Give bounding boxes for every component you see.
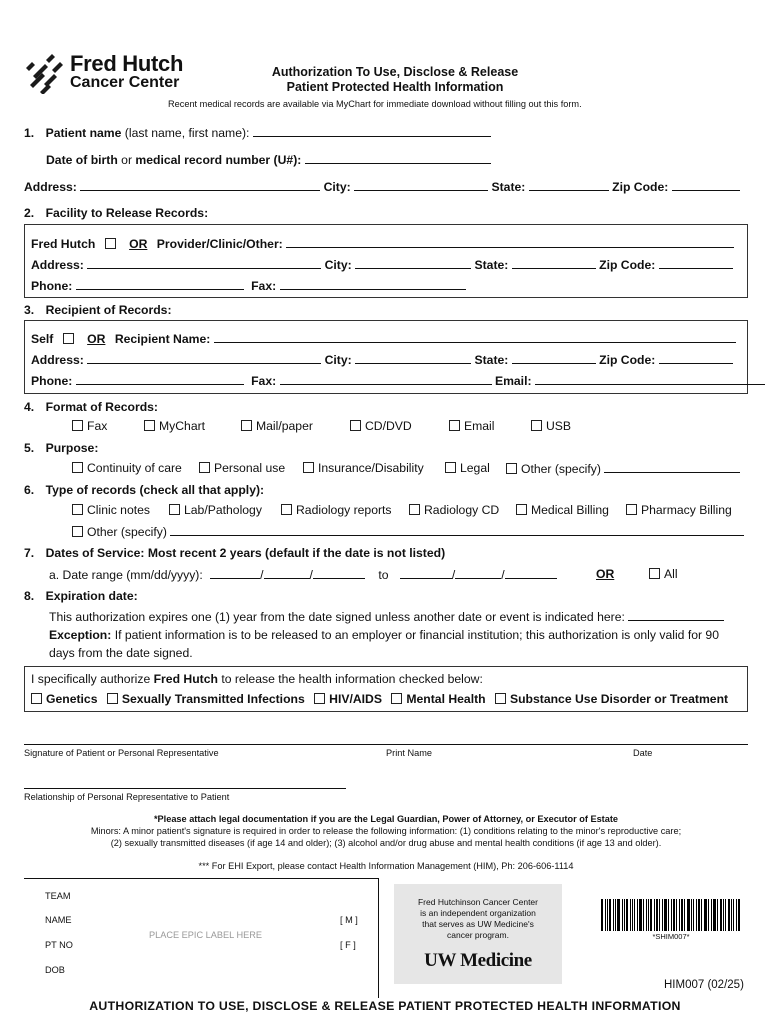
form-id: HIM007 (02/25) [664, 979, 744, 991]
recipient-zip-label: Zip Code: [599, 353, 656, 367]
recipient-city-label: City: [324, 353, 352, 367]
ehi-note: *** For EHI Export, please contact Health Information Management (HIM), Ph: 206-606-1114 [198, 861, 574, 871]
type-lab-checkbox[interactable] [169, 504, 180, 515]
barcode-bar [725, 899, 726, 931]
uw-text-2: is an independent organization [420, 908, 536, 918]
patient-state-label: State: [491, 180, 526, 194]
barcode-bar [648, 899, 649, 931]
print-name-label: Print Name [386, 748, 432, 758]
expiration-text: This authorization expires one (1) year from the date signed unless another date or event is indicated here: [49, 610, 625, 624]
barcode-bar [696, 899, 697, 931]
type-other-field[interactable] [170, 524, 744, 536]
to-day-field[interactable] [455, 567, 501, 579]
barcode-bar [679, 899, 680, 931]
purpose-legal-label: Legal [460, 461, 490, 475]
barcode-bar [723, 899, 724, 931]
barcode-bar [668, 899, 669, 931]
barcode-bar [609, 899, 611, 931]
recipient-email-field[interactable] [535, 373, 765, 385]
barcode-bar [613, 899, 614, 931]
fred-hutch-checkbox[interactable] [105, 238, 116, 249]
barcode-bar [673, 899, 675, 931]
s2-title: Facility to Release Records: [45, 206, 209, 220]
from-slash-2: / [309, 568, 313, 582]
epic-label-placeholder: PLACE EPIC LABEL HERE [149, 930, 263, 940]
facility-state-field[interactable] [512, 257, 596, 269]
s5-title: Purpose: [45, 441, 99, 455]
uw-text-4: cancer program. [447, 930, 509, 940]
self-checkbox[interactable] [63, 333, 74, 344]
logo-line2: Cancer Center [70, 74, 180, 91]
type-clinic-label: Clinic notes [87, 503, 150, 517]
s8-number: 8. [24, 589, 35, 603]
type-pharmacy-billing-checkbox[interactable] [626, 504, 637, 515]
signature-label: Signature of Patient or Personal Representative [24, 748, 219, 758]
format-fax[interactable] [72, 419, 107, 433]
barcode-bar [708, 899, 709, 931]
type-radiology-cd-checkbox[interactable] [409, 504, 420, 515]
patient-zip-label: Zip Code: [612, 180, 669, 194]
facility-address-field[interactable] [87, 257, 321, 269]
s4-number: 4. [24, 400, 35, 414]
uw-medicine-logo: UW Medicine [424, 950, 532, 971]
dob-label: Date of birth [46, 153, 118, 167]
format-email-label: Email [464, 419, 495, 433]
s3-or: OR [87, 332, 106, 346]
exception-text-1: If patient information is to be released to an employer or financial institution; this authorization is only valid for 90 [111, 628, 719, 642]
barcode-bar [738, 899, 740, 931]
type-medical-billing-checkbox[interactable] [516, 504, 527, 515]
patient-address-field[interactable] [80, 179, 320, 191]
recipient-city-field[interactable] [355, 352, 471, 364]
barcode-bar [659, 899, 660, 931]
purpose-personal-checkbox[interactable] [199, 462, 210, 473]
facility-zip-field[interactable] [659, 257, 733, 269]
genetics-checkbox[interactable] [31, 693, 42, 704]
format-cd-label: CD/DVD [365, 419, 412, 433]
minors-note-1: Minors: A minor patient's signature is required in order to release the following information: (1) conditions relating to the minor's reproductive care; [90, 826, 682, 836]
name-label: NAME [45, 915, 72, 925]
uw-text-1: Fred Hutchinson Cancer Center [417, 897, 538, 907]
format-mychart[interactable] [144, 419, 205, 433]
s3-title: Recipient of Records: [45, 303, 172, 317]
s6-number: 6. [24, 483, 35, 497]
patient-state-field[interactable] [529, 179, 609, 191]
minors-note-2: (2) sexually transmitted diseases (if age 14 and older); (3) alcohol and/or drug abuse and mental health conditions (if age 13 and older). [110, 838, 662, 848]
barcode-bar [711, 899, 712, 931]
barcode-bar [637, 899, 639, 931]
barcode-bar [671, 899, 672, 931]
form-title-line1: Authorization To Use, Disclose & Release [271, 65, 519, 79]
barcode-bar [681, 899, 683, 931]
purpose-legal-checkbox[interactable] [445, 462, 456, 473]
recipient-address-field[interactable] [87, 352, 321, 364]
dob-or: or [117, 153, 136, 167]
barcode-bar [701, 899, 702, 931]
purpose-insurance-label: Insurance/Disability [318, 461, 424, 475]
recipient-fax-label: Fax: [251, 374, 277, 388]
facility-phone-field[interactable] [76, 278, 244, 290]
format-mychart-checkbox[interactable] [144, 420, 155, 431]
format-usb-checkbox[interactable] [531, 420, 542, 431]
s2-number: 2. [24, 206, 35, 220]
hiv-checkbox[interactable] [314, 693, 325, 704]
recipient-phone-label: Phone: [31, 374, 73, 388]
barcode-bar [632, 899, 633, 931]
provider-field[interactable] [286, 236, 734, 248]
s6-title: Type of records (check all that apply): [45, 483, 265, 497]
footer-title: AUTHORIZATION TO USE, DISCLOSE & RELEASE PATIENT PROTECTED HEALTH INFORMATION [89, 999, 681, 1013]
date-range-label: a. Date range (mm/dd/yyyy): [49, 568, 203, 582]
barcode-bar [646, 899, 647, 931]
patient-city-field[interactable] [354, 179, 488, 191]
exception-text-2: days from the date signed. [49, 646, 193, 660]
from-year-field[interactable] [313, 567, 365, 579]
facility-city-field[interactable] [355, 257, 471, 269]
facility-state-label: State: [474, 258, 509, 272]
genetics-label: Genetics [46, 692, 98, 706]
type-pharmacy-billing-label: Pharmacy Billing [641, 503, 732, 517]
s2-or: OR [129, 237, 148, 251]
s4-title: Format of Records: [45, 400, 158, 414]
barcode-bar [639, 899, 642, 931]
exception-label: Exception: [49, 628, 112, 642]
format-email[interactable] [449, 419, 494, 433]
facility-fax-label: Fax: [251, 279, 277, 293]
signature-line[interactable] [24, 744, 748, 745]
s3-number: 3. [24, 303, 35, 317]
sti-checkbox[interactable] [107, 693, 118, 704]
barcode-bar [717, 899, 718, 931]
patient-zip-field[interactable] [672, 179, 740, 191]
barcode-bar [664, 899, 667, 931]
mental-health-checkbox[interactable] [391, 693, 402, 704]
dates-all-checkbox[interactable] [649, 568, 660, 579]
recipient-state-field[interactable] [512, 352, 596, 364]
patient-name-hint: (last name, first name): [121, 126, 250, 140]
mrn-label: medical record number (U#): [135, 153, 302, 167]
specific-pre: I specifically authorize [31, 672, 154, 686]
recipient-name-label: Recipient Name: [114, 332, 211, 346]
barcode-bar [643, 899, 644, 931]
format-mail-label: Mail/paper [256, 419, 313, 433]
barcode-bar [656, 899, 658, 931]
patient-name-field[interactable] [253, 125, 491, 137]
type-radiology-reports-label: Radiology reports [296, 503, 392, 517]
date-to-label: to [378, 568, 389, 582]
format-usb-label: USB [546, 419, 572, 433]
female-label: [ F ] [340, 940, 356, 950]
barcode-bar [691, 899, 692, 931]
s5-number: 5. [24, 441, 35, 455]
barcode-bar [601, 899, 603, 931]
recipient-phone-field[interactable] [76, 373, 244, 385]
format-mail[interactable] [241, 419, 313, 433]
barcode-bar [704, 899, 705, 931]
barcode-bar [731, 899, 732, 931]
type-other-label: Other (specify) [87, 525, 167, 539]
recipient-zip-field[interactable] [659, 352, 733, 364]
facility-phone-label: Phone: [31, 279, 73, 293]
type-clinic-checkbox[interactable] [72, 504, 83, 515]
barcode-bar [624, 899, 625, 931]
fred-hutch-label: Fred Hutch [31, 237, 96, 251]
substance-use-checkbox[interactable] [495, 693, 506, 704]
from-month-field[interactable] [210, 567, 260, 579]
logo [24, 52, 194, 96]
barcode [601, 899, 741, 933]
format-email-checkbox[interactable] [449, 420, 460, 431]
hiv-label: HIV/AIDS [329, 692, 382, 706]
patient-name-label: Patient name [45, 126, 122, 140]
logo-line1: Fred Hutch [70, 51, 184, 76]
format-mail-checkbox[interactable] [241, 420, 252, 431]
barcode-bar [626, 899, 628, 931]
team-label: TEAM [45, 891, 71, 901]
barcode-bar [736, 899, 737, 931]
to-slash-1: / [451, 568, 456, 582]
purpose-continuity-label: Continuity of care [87, 461, 182, 475]
dob-mrn-field[interactable] [305, 152, 491, 164]
purpose-other-field[interactable] [604, 461, 740, 473]
date-label: Date [633, 748, 653, 758]
recipient-state-label: State: [474, 353, 509, 367]
barcode-text: *SHIM007* [652, 932, 690, 941]
recipient-address-label: Address: [31, 353, 84, 367]
barcode-bar [705, 899, 707, 931]
patient-address-label: Address: [24, 180, 77, 194]
barcode-bar [720, 899, 722, 931]
barcode-bar [650, 899, 652, 931]
format-mychart-label: MyChart [159, 419, 206, 433]
recipient-name-field[interactable] [214, 331, 736, 343]
s8-title: Expiration date: [45, 589, 138, 603]
label-area-right-border [378, 878, 379, 998]
facility-address-label: Address: [31, 258, 84, 272]
barcode-bar [728, 899, 730, 931]
barcode-bar [654, 899, 655, 931]
mychart-note: Recent medical records are available via MyChart for immediate download without filling out this form. [168, 99, 582, 109]
dob-box-label: DOB [45, 965, 65, 975]
barcode-bar [607, 899, 608, 931]
recipient-fax-field[interactable] [280, 373, 492, 385]
s7-or: OR [596, 567, 615, 581]
barcode-bar [733, 899, 734, 931]
type-radiology-reports-checkbox[interactable] [281, 504, 292, 515]
from-day-field[interactable] [264, 567, 310, 579]
purpose-personal-label: Personal use [214, 461, 286, 475]
type-lab-label: Lab/Pathology [184, 503, 262, 517]
relationship-line[interactable] [24, 788, 346, 789]
purpose-other-label: Other (specify) [521, 462, 601, 476]
specific-org: Fred Hutch [153, 672, 218, 686]
purpose-continuity-checkbox[interactable] [72, 462, 83, 473]
attach-note: *Please attach legal documentation if you are the Legal Guardian, Power of Attorney, or Executor of Estate [153, 814, 619, 824]
barcode-bar [615, 899, 616, 931]
sti-label: Sexually Transmitted Infections [121, 692, 305, 706]
specific-post: to release the health information checked below: [217, 672, 483, 686]
facility-city-label: City: [324, 258, 352, 272]
mental-health-label: Mental Health [406, 692, 486, 706]
to-month-field[interactable] [400, 567, 452, 579]
to-slash-2: / [501, 568, 505, 582]
barcode-bar [684, 899, 685, 931]
type-other-checkbox[interactable] [72, 526, 83, 537]
format-fax-label: Fax [87, 419, 108, 433]
type-medical-billing-label: Medical Billing [531, 503, 609, 517]
from-slash-1: / [260, 568, 264, 582]
recipient-email-label: Email: [494, 374, 532, 388]
purpose-insurance-checkbox[interactable] [303, 462, 314, 473]
dates-all-label: All [664, 567, 678, 581]
expiration-field[interactable] [628, 609, 724, 621]
barcode-bar [693, 899, 694, 931]
format-fax-checkbox[interactable] [72, 420, 83, 431]
s7-number: 7. [24, 546, 35, 560]
format-usb[interactable] [531, 419, 571, 433]
format-cd-checkbox[interactable] [350, 420, 361, 431]
purpose-other-checkbox[interactable] [506, 463, 517, 474]
format-cd[interactable] [350, 419, 412, 433]
self-label: Self [31, 332, 54, 346]
barcode-bar [713, 899, 716, 931]
relationship-label: Relationship of Personal Representative to Patient [24, 792, 230, 802]
s1-number: 1. [24, 126, 35, 140]
provider-label: Provider/Clinic/Other: [156, 237, 283, 251]
barcode-bar [605, 899, 606, 931]
barcode-bar [630, 899, 631, 931]
s7-title: Dates of Service: Most recent 2 years (default if the date is not listed) [45, 546, 446, 560]
type-radiology-cd-label: Radiology CD [424, 503, 500, 517]
barcode-bar [622, 899, 623, 931]
fred-hutch-logo-icon [24, 54, 64, 94]
ptno-label: PT NO [45, 940, 73, 950]
to-year-field[interactable] [505, 567, 557, 579]
uw-text-3: that serves as UW Medicine's [422, 919, 534, 929]
patient-city-label: City: [323, 180, 351, 194]
barcode-bar [676, 899, 677, 931]
label-area-top-border [24, 878, 378, 879]
barcode-bar [687, 899, 690, 931]
barcode-bar [662, 899, 663, 931]
form-title-line2: Patient Protected Health Information [286, 80, 504, 94]
barcode-bar [634, 899, 635, 931]
facility-fax-field[interactable] [280, 278, 466, 290]
facility-zip-label: Zip Code: [599, 258, 656, 272]
barcode-bar [698, 899, 700, 931]
male-label: [ M ] [340, 915, 358, 925]
substance-use-label: Substance Use Disorder or Treatment [509, 692, 729, 706]
barcode-bar [617, 899, 620, 931]
